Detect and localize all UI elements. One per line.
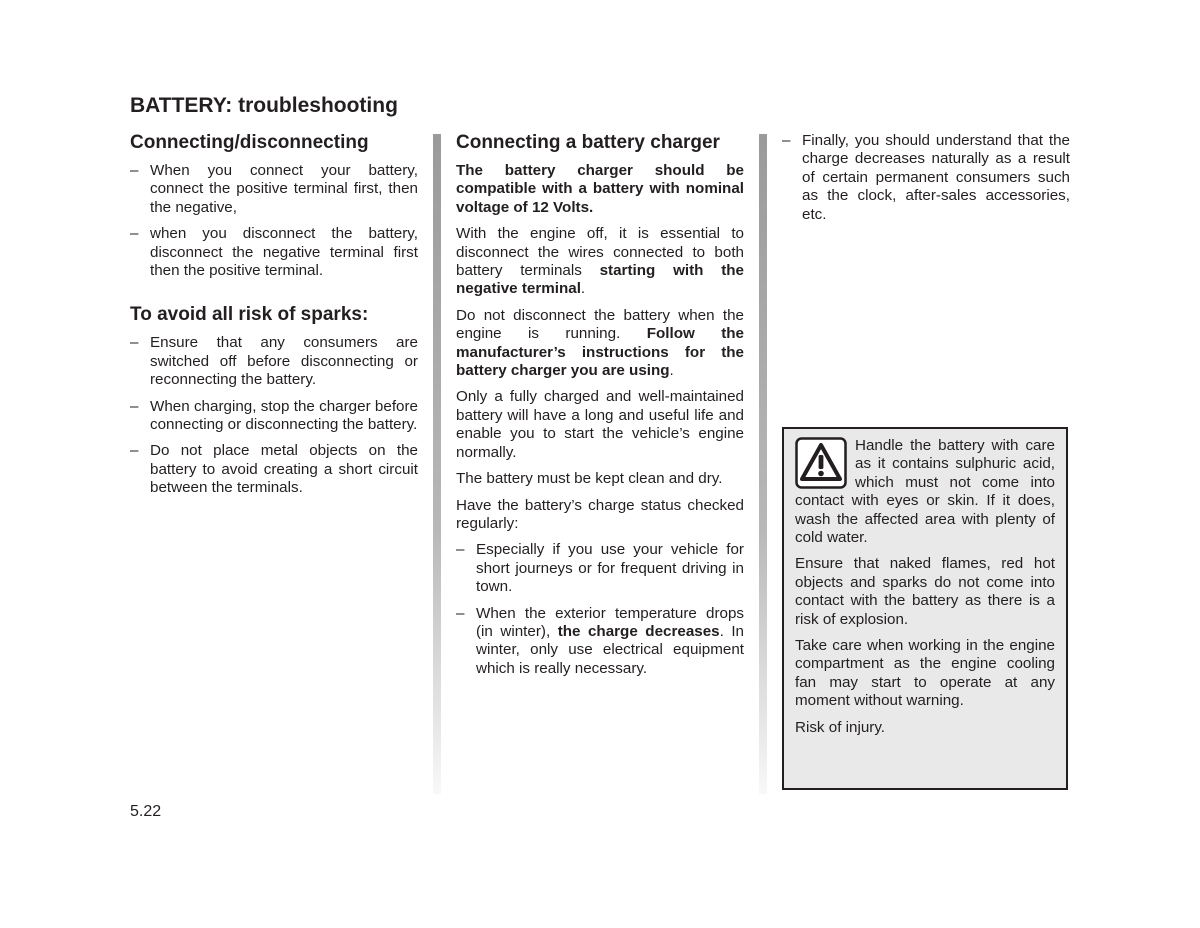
warning-triangle-icon xyxy=(795,437,847,489)
charger-compatibility-note: The battery charger should be compatible with a battery with nominal voltage of 12 Volts. xyxy=(456,162,744,216)
list-item: – Especially if you use your vehicle for short journeys or for frequent driving in town. xyxy=(456,541,744,596)
heading-avoid-sparks: To avoid all risk of sparks: xyxy=(130,304,369,326)
emphasis-negative-terminal: starting with the negative terminal xyxy=(456,262,745,298)
page-number: 5.22 xyxy=(130,803,162,820)
emphasis-charge-decreases: the charge decreases xyxy=(557,622,720,640)
column-right xyxy=(782,132,1070,232)
list-item: – when you disconnect the battery, disconnect the negative terminal first then the positive terminal. xyxy=(130,225,418,280)
warning-injury-text: Risk of injury. xyxy=(795,718,886,736)
column-divider-bar xyxy=(759,134,767,794)
paragraph-clean-dry: The battery must be kept clean and dry. xyxy=(456,470,723,488)
paragraph-battery-life: Only a fully charged and well-maintained battery will have a long and useful life and enable you to start the vehicle’s engine normally. xyxy=(456,388,744,461)
avoid-sparks-list xyxy=(130,334,418,497)
paragraph-engine-running: Do not disconnect the battery when the engine is running. Follow the manufacturer’s instructions for the battery charger you are using. xyxy=(456,306,744,380)
column-middle xyxy=(456,132,744,686)
warning-box xyxy=(782,427,1068,790)
natural-discharge-list xyxy=(782,132,1070,224)
charge-status-list xyxy=(456,541,744,678)
list-item: – Ensure that any consumers are switched off before disconnecting or reconnecting the battery. xyxy=(130,334,418,389)
list-item: – Finally, you should understand that the charge decreases naturally as a result of certain permanent consumers such as the clock, after-sales accessories, etc. xyxy=(782,132,1070,224)
list-item: – When charging, stop the charger before connecting or disconnecting the battery. xyxy=(130,398,418,435)
emphasis-manufacturer-instructions: Follow the manufacturer’s instructions for the battery charger you are using xyxy=(456,325,744,380)
list-item: – When you connect your battery, connect the positive terminal first, then the negative, xyxy=(130,162,418,217)
paragraph-charge-status: Have the battery’s charge status checked regularly: xyxy=(456,496,744,532)
heading-battery-charger: Connecting a battery charger xyxy=(456,132,720,153)
list-item: – Do not place metal objects on the battery to avoid creating a short circuit between the terminals. xyxy=(130,442,418,497)
warning-acid-text: Handle the battery with care as it contains sulphuric acid, which must not come into contact with eyes or skin. If it does, wash the affected area with plenty of cold water. xyxy=(795,437,1055,547)
warning-explosion-text: Ensure that naked flames, red hot objects and sparks do not come into contact with the battery as there is a risk of explosion. xyxy=(795,555,1055,628)
list-item: – When the exterior temperature drops (in winter), the charge decreases. In winter, only use electrical equipment which is really necessary. xyxy=(456,605,744,679)
paragraph-disconnect-wires: With the engine off, it is essential to disconnect the wires connected to both battery terminals starting with the negative terminal. xyxy=(456,225,745,298)
connect-disconnect-list xyxy=(130,162,418,280)
heading-connecting-disconnecting: Connecting/disconnecting xyxy=(130,132,369,153)
warning-fan-text: Take care when working in the engine compartment as the engine cooling fan may start to operate at any moment without warning. xyxy=(795,637,1055,710)
page-title: BATTERY: troubleshooting xyxy=(130,94,398,117)
column-divider-bar xyxy=(433,134,441,794)
column-left xyxy=(130,132,418,506)
